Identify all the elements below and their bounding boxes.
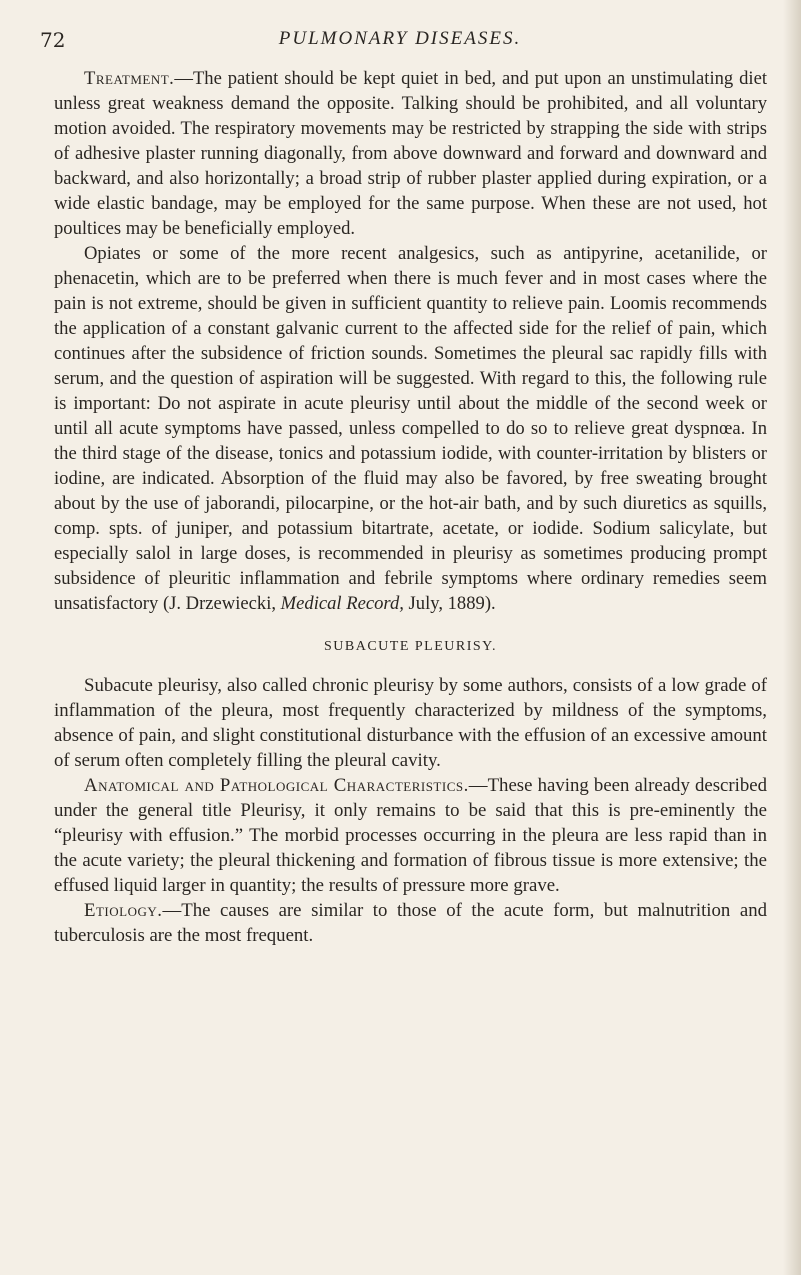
treatment-paragraph-1-text: —The patient should be kept quiet in bed, and put upon an unstimulating diet unless great weakness demand the opposite. Talking should be prohibited, and all voluntary motion avoided. The respiratory movements may be restricted by strapping the side with strips of adhesive plaster running diagonally, from above downward and forward and downward and backward, and also horizontally; a broad strip of rubber plaster applied during expiration, or a wide elastic bandage, may be employed for the same purpose. When these are not used, hot poultices may be beneficially employed. xyxy=(54,68,767,239)
citation-journal: Medical Record, xyxy=(280,593,404,614)
etiology-paragraph xyxy=(54,898,767,948)
treatment-paragraph-1 xyxy=(54,66,767,241)
anatomical-text: —These having been already described under the general title Pleurisy, it only remains to be said that this is pre-eminently the “pleurisy with effusion.” The morbid processes occurring in the pleura are less rapid than in the acute variety; the pleural thickening and formation of fibrous tissue is more extensive; the effused liquid larger in quantity; the results of pressure more grave. xyxy=(54,775,767,896)
section-heading-subacute-pleurisy: SUBACUTE PLEURISY. xyxy=(324,639,497,654)
etiology-heading: Etiology. xyxy=(84,900,163,921)
page-edge-shadow xyxy=(783,0,801,1275)
treatment-heading: Treatment. xyxy=(84,68,175,89)
treatment-paragraph-2 xyxy=(54,241,767,616)
treatment-paragraph-2-text: Opiates or some of the more recent analgesics, such as antipyrine, acetanilide, or phenacetin, which are to be preferred when there is much fever and in most cases where the pain is not extreme, should be given in sufficient quantity to relieve pain. Loomis recommends the application of a constant galvanic current to the affected side for the relief of pain, which continues after the subsidence of friction sounds. Sometimes the pleural sac rapidly fills with serum, and the question of aspiration will be suggested. With regard to this, the following rule is important: Do not aspirate in acute pleurisy until about the middle of the second week or until all acute symptoms have passed, unless compelled to do so to relieve great dyspnœa. In the third stage of the disease, tonics and potassium iodide, with counter-irritation by blisters or iodine, are indicated. Absorption of the fluid may also be favored, by free sweating brought about by the use of jaborandi, pilocarpine, or the hot-air bath, and by such diuretics as squills, comp. spts. of juniper, and potassium bitartrate, acetate, or iodide. Sodium salicylate, but especially salol in large doses, is recommended in pleurisy as sometimes producing prompt subsidence of pleuritic inflammation and febrile symptoms where ordinary remedies seem unsatisfactory (J. Drzewiecki, xyxy=(54,243,767,614)
subacute-section xyxy=(54,673,767,948)
page-body xyxy=(54,66,767,948)
subacute-paragraph-1: Subacute pleurisy, also called chronic pleurisy by some authors, consists of a low grade of inflammation of the pleura, most frequently characterized by mildness of the symptoms, absence of pain, and slight constitutional disturbance with the effusion of an excessive amount of serum often completely filling the pleural cavity. xyxy=(54,675,767,771)
anatomical-heading: Anatomical and Pathological Characteristics. xyxy=(84,775,469,796)
citation-date: July, 1889). xyxy=(403,593,496,614)
page-number: 72 xyxy=(40,28,66,52)
etiology-text: —The causes are similar to those of the acute form, but malnutrition and tuberculosis are the most frequent. xyxy=(54,900,767,946)
anatomical-paragraph xyxy=(54,773,767,898)
page-header xyxy=(40,28,760,58)
running-title: PULMONARY DISEASES. xyxy=(278,28,522,49)
